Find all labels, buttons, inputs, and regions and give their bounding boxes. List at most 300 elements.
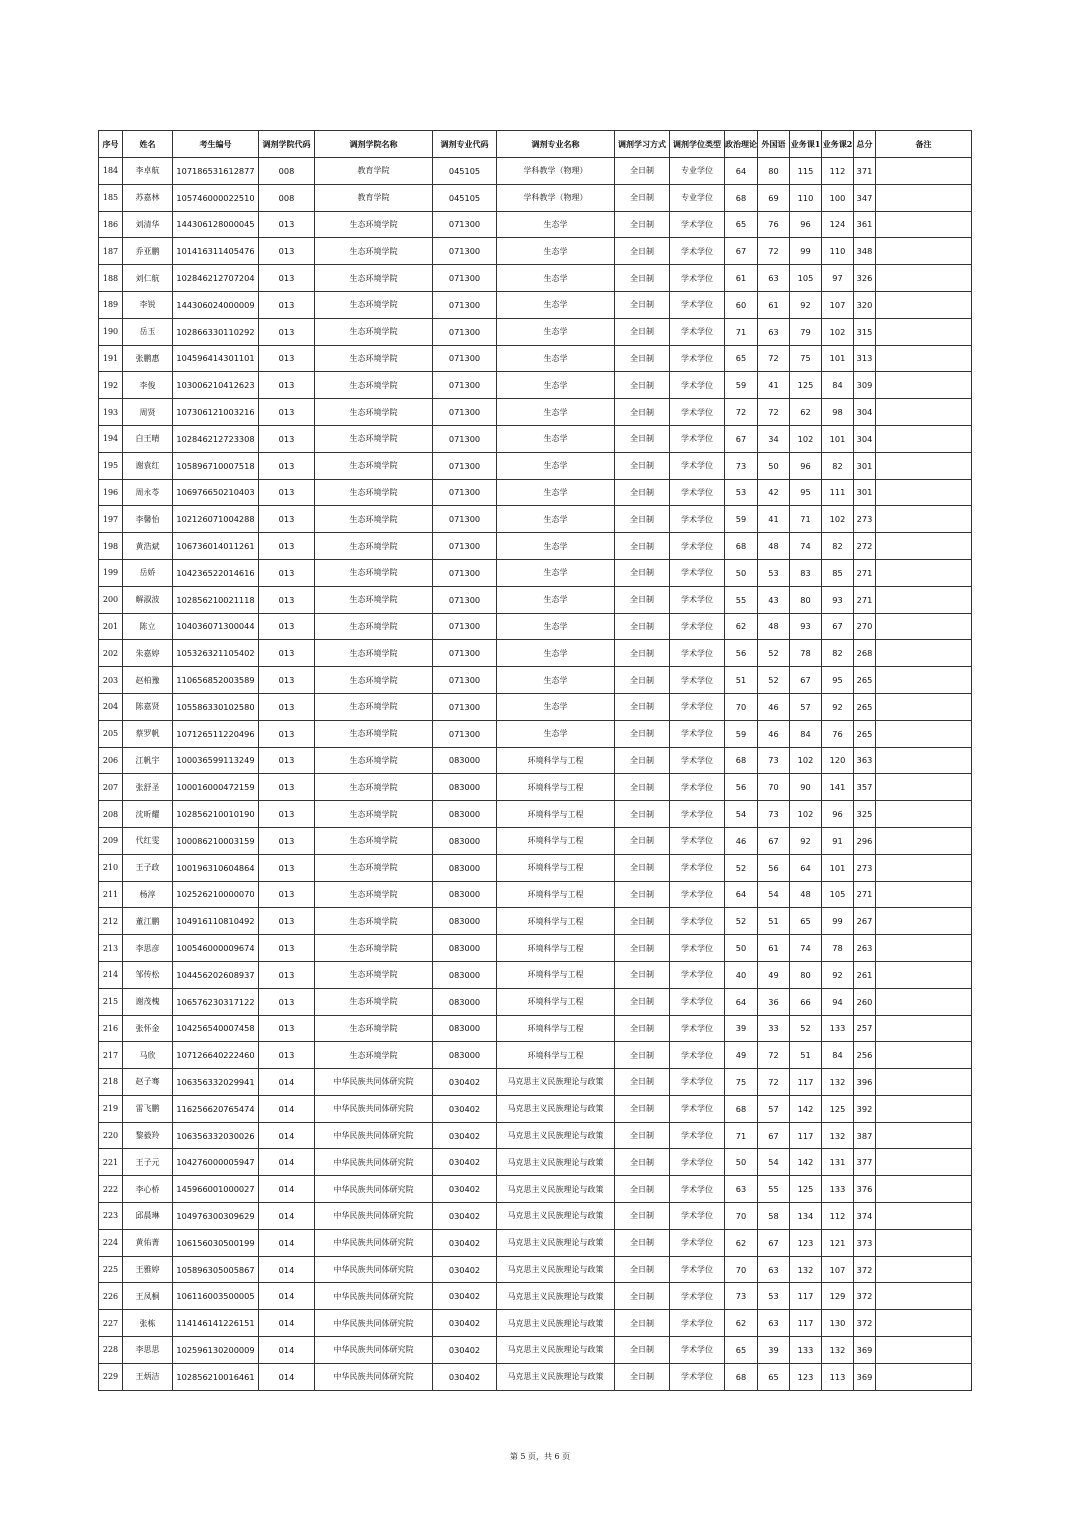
cell-school-name: 生态环境学院 [315,238,433,265]
table-row [99,1256,972,1283]
table-row [99,1229,972,1256]
table-row [99,1176,972,1203]
cell-total: 373 [854,1229,876,1256]
cell-degree-type: 学术学位 [670,1149,725,1176]
cell-major-code: 083000 [433,801,497,828]
cell-major-name: 环境科学与工程 [497,827,615,854]
cell-subject-1: 117 [790,1283,822,1310]
header-exam-id: 考生编号 [173,131,259,158]
table-row [99,1337,972,1364]
cell-remarks [876,506,972,533]
cell-major-name: 学科教学（物理） [497,184,615,211]
cell-major-code: 071300 [433,613,497,640]
cell-school-code: 014 [259,1256,315,1283]
cell-remarks [876,1015,972,1042]
cell-seq: 185 [99,184,123,211]
cell-subject-1: 51 [790,1042,822,1069]
cell-degree-type: 学术学位 [670,908,725,935]
cell-exam-id: 104256540007458 [173,1015,259,1042]
cell-remarks [876,1149,972,1176]
cell-school-name: 教育学院 [315,184,433,211]
table-row [99,211,972,238]
cell-name: 乔亚鹏 [123,238,173,265]
cell-subject-1: 134 [790,1203,822,1230]
cell-subject-2: 101 [822,854,854,881]
cell-subject-2: 85 [822,559,854,586]
cell-subject-1: 92 [790,827,822,854]
cell-school-code: 013 [259,586,315,613]
cell-major-code: 071300 [433,345,497,372]
cell-degree-type: 学术学位 [670,291,725,318]
cell-remarks [876,747,972,774]
cell-study-mode: 全日制 [615,854,670,881]
cell-name: 刘清华 [123,211,173,238]
cell-school-name: 生态环境学院 [315,479,433,506]
cell-major-name: 生态学 [497,640,615,667]
cell-school-code: 013 [259,506,315,533]
cell-degree-type: 学术学位 [670,1363,725,1390]
cell-degree-type: 学术学位 [670,881,725,908]
cell-remarks [876,372,972,399]
cell-exam-id: 107306121003216 [173,399,259,426]
cell-school-code: 014 [259,1337,315,1364]
cell-major-code: 030402 [433,1122,497,1149]
cell-major-name: 环境科学与工程 [497,988,615,1015]
header-politics: 政治理论 [725,131,758,158]
cell-politics: 72 [725,399,758,426]
cell-subject-2: 129 [822,1283,854,1310]
cell-subject-2: 107 [822,1256,854,1283]
cell-seq: 192 [99,372,123,399]
cell-total: 263 [854,935,876,962]
cell-foreign-language: 76 [758,211,790,238]
cell-major-code: 045105 [433,184,497,211]
cell-total: 369 [854,1337,876,1364]
cell-school-code: 013 [259,238,315,265]
header-major-code: 调剂专业代码 [433,131,497,158]
cell-seq: 184 [99,158,123,185]
cell-subject-2: 101 [822,345,854,372]
cell-total: 315 [854,318,876,345]
cell-seq: 223 [99,1203,123,1230]
cell-major-name: 生态学 [497,506,615,533]
cell-subject-2: 112 [822,158,854,185]
cell-subject-1: 125 [790,372,822,399]
cell-study-mode: 全日制 [615,667,670,694]
cell-seq: 198 [99,533,123,560]
header-foreign-language: 外国语 [758,131,790,158]
cell-remarks [876,881,972,908]
cell-total: 377 [854,1149,876,1176]
cell-exam-id: 144306024000009 [173,291,259,318]
cell-school-name: 生态环境学院 [315,318,433,345]
cell-study-mode: 全日制 [615,1203,670,1230]
cell-subject-2: 124 [822,211,854,238]
table-row [99,559,972,586]
cell-politics: 67 [725,238,758,265]
cell-major-name: 环境科学与工程 [497,854,615,881]
cell-exam-id: 106356332030026 [173,1122,259,1149]
cell-school-code: 013 [259,801,315,828]
header-degree-type: 调剂学位类型 [670,131,725,158]
cell-school-name: 生态环境学院 [315,533,433,560]
cell-politics: 68 [725,747,758,774]
cell-politics: 68 [725,1363,758,1390]
cell-exam-id: 102126071004288 [173,506,259,533]
cell-name: 王凤桐 [123,1283,173,1310]
cell-subject-2: 98 [822,399,854,426]
cell-foreign-language: 61 [758,291,790,318]
cell-school-code: 013 [259,935,315,962]
cell-study-mode: 全日制 [615,1363,670,1390]
cell-subject-1: 80 [790,586,822,613]
cell-study-mode: 全日制 [615,1015,670,1042]
cell-politics: 64 [725,988,758,1015]
cell-degree-type: 学术学位 [670,452,725,479]
cell-total: 387 [854,1122,876,1149]
table-row [99,586,972,613]
cell-subject-2: 132 [822,1337,854,1364]
cell-seq: 199 [99,559,123,586]
cell-seq: 217 [99,1042,123,1069]
cell-exam-id: 100196310604864 [173,854,259,881]
cell-subject-1: 78 [790,640,822,667]
cell-school-code: 013 [259,345,315,372]
cell-school-name: 生态环境学院 [315,854,433,881]
cell-major-code: 030402 [433,1095,497,1122]
cell-total: 296 [854,827,876,854]
cell-name: 陈立 [123,613,173,640]
cell-foreign-language: 57 [758,1095,790,1122]
cell-subject-1: 66 [790,988,822,1015]
cell-exam-id: 106156030500199 [173,1229,259,1256]
cell-seq: 211 [99,881,123,908]
header-seq: 序号 [99,131,123,158]
cell-school-code: 014 [259,1149,315,1176]
cell-study-mode: 全日制 [615,720,670,747]
cell-school-code: 013 [259,693,315,720]
cell-foreign-language: 36 [758,988,790,1015]
cell-subject-2: 113 [822,1363,854,1390]
table-row [99,908,972,935]
cell-name: 张怀金 [123,1015,173,1042]
cell-school-code: 013 [259,291,315,318]
cell-total: 369 [854,1363,876,1390]
cell-subject-1: 67 [790,667,822,694]
cell-politics: 49 [725,1042,758,1069]
cell-total: 272 [854,533,876,560]
cell-degree-type: 学术学位 [670,1042,725,1069]
cell-school-code: 013 [259,640,315,667]
cell-school-code: 014 [259,1176,315,1203]
cell-foreign-language: 53 [758,559,790,586]
cell-seq: 188 [99,265,123,292]
cell-seq: 228 [99,1337,123,1364]
cell-seq: 220 [99,1122,123,1149]
cell-major-name: 马克思主义民族理论与政策 [497,1095,615,1122]
cell-total: 256 [854,1042,876,1069]
cell-school-code: 013 [259,1042,315,1069]
cell-degree-type: 学术学位 [670,265,725,292]
cell-study-mode: 全日制 [615,238,670,265]
cell-subject-1: 102 [790,747,822,774]
cell-subject-1: 64 [790,854,822,881]
cell-major-name: 马克思主义民族理论与政策 [497,1149,615,1176]
cell-school-code: 014 [259,1095,315,1122]
cell-school-name: 生态环境学院 [315,801,433,828]
cell-total: 357 [854,774,876,801]
cell-exam-id: 102856210016461 [173,1363,259,1390]
cell-subject-2: 97 [822,265,854,292]
cell-remarks [876,1337,972,1364]
cell-total: 265 [854,720,876,747]
cell-major-code: 030402 [433,1283,497,1310]
cell-major-name: 生态学 [497,238,615,265]
cell-major-name: 生态学 [497,265,615,292]
cell-name: 李锐 [123,291,173,318]
cell-school-name: 中华民族共同体研究院 [315,1337,433,1364]
cell-foreign-language: 41 [758,506,790,533]
cell-total: 261 [854,961,876,988]
cell-total: 260 [854,988,876,1015]
table-row [99,238,972,265]
cell-degree-type: 学术学位 [670,1310,725,1337]
cell-exam-id: 116256620765474 [173,1095,259,1122]
cell-degree-type: 学术学位 [670,801,725,828]
cell-major-name: 马克思主义民族理论与政策 [497,1203,615,1230]
cell-politics: 39 [725,1015,758,1042]
cell-exam-id: 104456202608937 [173,961,259,988]
cell-school-code: 013 [259,559,315,586]
cell-exam-id: 107186531612877 [173,158,259,185]
cell-study-mode: 全日制 [615,881,670,908]
cell-school-code: 013 [259,908,315,935]
cell-subject-2: 121 [822,1229,854,1256]
cell-study-mode: 全日制 [615,265,670,292]
cell-subject-2: 102 [822,318,854,345]
cell-study-mode: 全日制 [615,1283,670,1310]
cell-school-code: 014 [259,1069,315,1096]
cell-remarks [876,238,972,265]
cell-exam-id: 100086210003159 [173,827,259,854]
cell-study-mode: 全日制 [615,399,670,426]
cell-study-mode: 全日制 [615,1256,670,1283]
cell-degree-type: 学术学位 [670,1203,725,1230]
cell-name: 邹传松 [123,961,173,988]
cell-subject-2: 133 [822,1176,854,1203]
cell-school-name: 中华民族共同体研究院 [315,1363,433,1390]
cell-major-code: 071300 [433,693,497,720]
cell-study-mode: 全日制 [615,372,670,399]
cell-seq: 214 [99,961,123,988]
cell-seq: 206 [99,747,123,774]
cell-remarks [876,1122,972,1149]
cell-total: 267 [854,908,876,935]
cell-subject-1: 132 [790,1256,822,1283]
cell-politics: 71 [725,1122,758,1149]
cell-politics: 51 [725,667,758,694]
cell-total: 265 [854,667,876,694]
cell-remarks [876,961,972,988]
cell-politics: 46 [725,827,758,854]
table-row [99,1042,972,1069]
cell-major-name: 生态学 [497,345,615,372]
cell-seq: 229 [99,1363,123,1390]
cell-major-name: 马克思主义民族理论与政策 [497,1283,615,1310]
cell-politics: 67 [725,425,758,452]
cell-school-code: 013 [259,211,315,238]
cell-exam-id: 106116003500005 [173,1283,259,1310]
header-school-name: 调剂学院名称 [315,131,433,158]
cell-subject-1: 52 [790,1015,822,1042]
table-row [99,452,972,479]
cell-school-name: 中华民族共同体研究院 [315,1310,433,1337]
cell-subject-1: 57 [790,693,822,720]
cell-study-mode: 全日制 [615,559,670,586]
cell-remarks [876,1256,972,1283]
cell-subject-2: 100 [822,184,854,211]
cell-seq: 212 [99,908,123,935]
cell-remarks [876,720,972,747]
cell-major-code: 071300 [433,640,497,667]
cell-total: 372 [854,1256,876,1283]
cell-politics: 65 [725,345,758,372]
cell-major-name: 环境科学与工程 [497,935,615,962]
cell-subject-2: 67 [822,613,854,640]
cell-school-code: 014 [259,1310,315,1337]
cell-subject-1: 142 [790,1095,822,1122]
cell-degree-type: 学术学位 [670,1337,725,1364]
cell-subject-1: 84 [790,720,822,747]
cell-major-code: 071300 [433,667,497,694]
cell-politics: 73 [725,1283,758,1310]
cell-total: 313 [854,345,876,372]
cell-degree-type: 专业学位 [670,158,725,185]
cell-exam-id: 107126640222460 [173,1042,259,1069]
cell-school-code: 013 [259,774,315,801]
cell-major-code: 071300 [433,452,497,479]
cell-remarks [876,640,972,667]
table-row [99,988,972,1015]
cell-degree-type: 学术学位 [670,720,725,747]
cell-foreign-language: 73 [758,747,790,774]
cell-subject-2: 131 [822,1149,854,1176]
cell-school-code: 013 [259,881,315,908]
cell-major-name: 生态学 [497,399,615,426]
cell-school-code: 014 [259,1229,315,1256]
cell-subject-1: 125 [790,1176,822,1203]
cell-politics: 68 [725,533,758,560]
cell-study-mode: 全日制 [615,693,670,720]
cell-degree-type: 学术学位 [670,586,725,613]
cell-study-mode: 全日制 [615,908,670,935]
cell-exam-id: 102866330110292 [173,318,259,345]
cell-foreign-language: 63 [758,265,790,292]
cell-remarks [876,318,972,345]
cell-remarks [876,533,972,560]
cell-exam-id: 114146141226151 [173,1310,259,1337]
cell-study-mode: 全日制 [615,988,670,1015]
cell-seq: 208 [99,801,123,828]
cell-school-name: 生态环境学院 [315,265,433,292]
header-name: 姓名 [123,131,173,158]
table-row [99,533,972,560]
table-row [99,345,972,372]
cell-foreign-language: 55 [758,1176,790,1203]
cell-degree-type: 学术学位 [670,345,725,372]
cell-school-code: 013 [259,399,315,426]
cell-remarks [876,801,972,828]
table-row [99,1310,972,1337]
cell-subject-1: 95 [790,479,822,506]
cell-politics: 62 [725,1229,758,1256]
cell-major-name: 生态学 [497,479,615,506]
cell-politics: 56 [725,640,758,667]
cell-total: 372 [854,1283,876,1310]
cell-seq: 213 [99,935,123,962]
cell-study-mode: 全日制 [615,1042,670,1069]
cell-exam-id: 102846212707204 [173,265,259,292]
cell-school-name: 生态环境学院 [315,506,433,533]
cell-total: 396 [854,1069,876,1096]
table-row [99,881,972,908]
cell-total: 273 [854,854,876,881]
cell-remarks [876,1283,972,1310]
table-body [99,158,972,1391]
cell-major-code: 071300 [433,586,497,613]
cell-subject-2: 102 [822,506,854,533]
cell-subject-2: 120 [822,747,854,774]
cell-remarks [876,1042,972,1069]
cell-foreign-language: 34 [758,425,790,452]
cell-name: 黎毅羚 [123,1122,173,1149]
cell-name: 朱嘉婷 [123,640,173,667]
cell-school-code: 014 [259,1122,315,1149]
cell-name: 黄佑菁 [123,1229,173,1256]
cell-subject-1: 65 [790,908,822,935]
cell-politics: 50 [725,559,758,586]
cell-major-code: 045105 [433,158,497,185]
cell-degree-type: 学术学位 [670,399,725,426]
cell-total: 320 [854,291,876,318]
cell-school-name: 生态环境学院 [315,613,433,640]
cell-school-name: 生态环境学院 [315,586,433,613]
cell-exam-id: 104276000005947 [173,1149,259,1176]
table-row [99,184,972,211]
cell-politics: 65 [725,211,758,238]
cell-exam-id: 104596414301101 [173,345,259,372]
cell-study-mode: 全日制 [615,533,670,560]
cell-foreign-language: 67 [758,827,790,854]
cell-subject-2: 107 [822,291,854,318]
cell-major-code: 071300 [433,238,497,265]
cell-remarks [876,211,972,238]
cell-politics: 65 [725,1337,758,1364]
cell-politics: 50 [725,935,758,962]
cell-seq: 200 [99,586,123,613]
cell-seq: 191 [99,345,123,372]
cell-major-code: 083000 [433,881,497,908]
cell-total: 309 [854,372,876,399]
cell-subject-2: 91 [822,827,854,854]
cell-school-name: 生态环境学院 [315,291,433,318]
cell-name: 陈嘉贤 [123,693,173,720]
cell-remarks [876,291,972,318]
cell-remarks [876,988,972,1015]
cell-subject-2: 132 [822,1069,854,1096]
cell-subject-2: 96 [822,801,854,828]
cell-subject-2: 78 [822,935,854,962]
